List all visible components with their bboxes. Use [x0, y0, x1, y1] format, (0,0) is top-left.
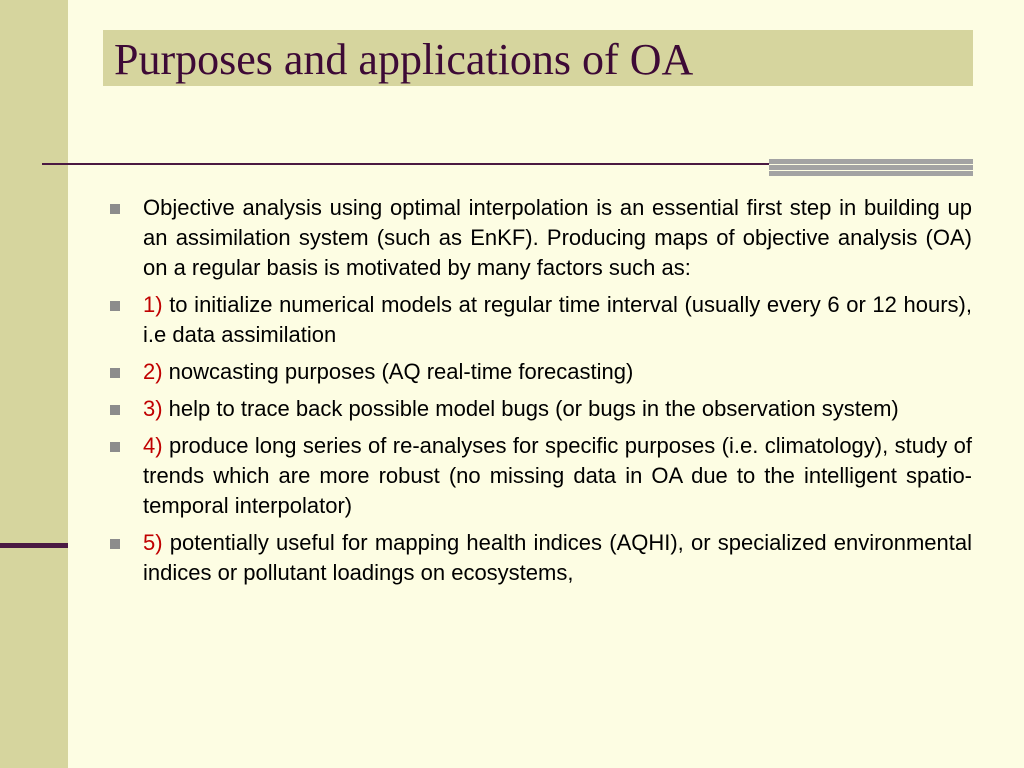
- square-bullet-icon: [110, 368, 120, 378]
- bullet-text: Objective analysis using optimal interpolation is an essential first step in building up an assimilation system (such as EnKF). Producing maps of objective analysis (OA) on a regular basis is motivated by many factors such as:: [143, 195, 972, 280]
- slide-title: Purposes and applications of OA: [114, 35, 694, 84]
- bullet-item-intro: [110, 193, 972, 283]
- square-bullet-icon: [110, 204, 120, 214]
- square-bullet-icon: [110, 301, 120, 311]
- bullet-text: nowcasting purposes (AQ real-time forecasting): [162, 359, 634, 384]
- bullet-item-3: [110, 394, 972, 424]
- title-underline-rule: [42, 163, 769, 165]
- bullet-text: help to trace back possible model bugs (or bugs in the observation system): [162, 396, 899, 421]
- square-bullet-icon: [110, 539, 120, 549]
- bullet-number: 2): [143, 359, 163, 384]
- square-bullet-icon: [110, 405, 120, 415]
- bullet-number: 5): [143, 530, 163, 555]
- square-bullet-icon: [110, 442, 120, 452]
- bullet-item-2: [110, 357, 972, 387]
- accent-stripe: [769, 159, 973, 164]
- bullet-item-1: [110, 290, 972, 350]
- bullet-item-5: [110, 528, 972, 588]
- bullet-number: 4): [143, 433, 163, 458]
- rule-accent-stripes: [769, 159, 973, 177]
- bullet-number: 3): [143, 396, 163, 421]
- accent-stripe: [769, 171, 973, 176]
- left-band-accent-line: [0, 543, 68, 548]
- left-decorative-band: [0, 0, 68, 768]
- bullet-text: to initialize numerical models at regular time interval (usually every 6 or 12 hours), i.e data assimilation: [143, 292, 972, 347]
- bullet-list: [110, 193, 972, 595]
- bullet-text: produce long series of re-analyses for specific purposes (i.e. climatology), study of trends which are more robust (no missing data in OA due to the intelligent spatio-temporal interpolator): [143, 433, 972, 518]
- bullet-item-4: [110, 431, 972, 521]
- bullet-number: 1): [143, 292, 163, 317]
- bullet-text: potentially useful for mapping health indices (AQHI), or specialized environmental indices or pollutant loadings on ecosystems,: [143, 530, 972, 585]
- accent-stripe: [769, 165, 973, 170]
